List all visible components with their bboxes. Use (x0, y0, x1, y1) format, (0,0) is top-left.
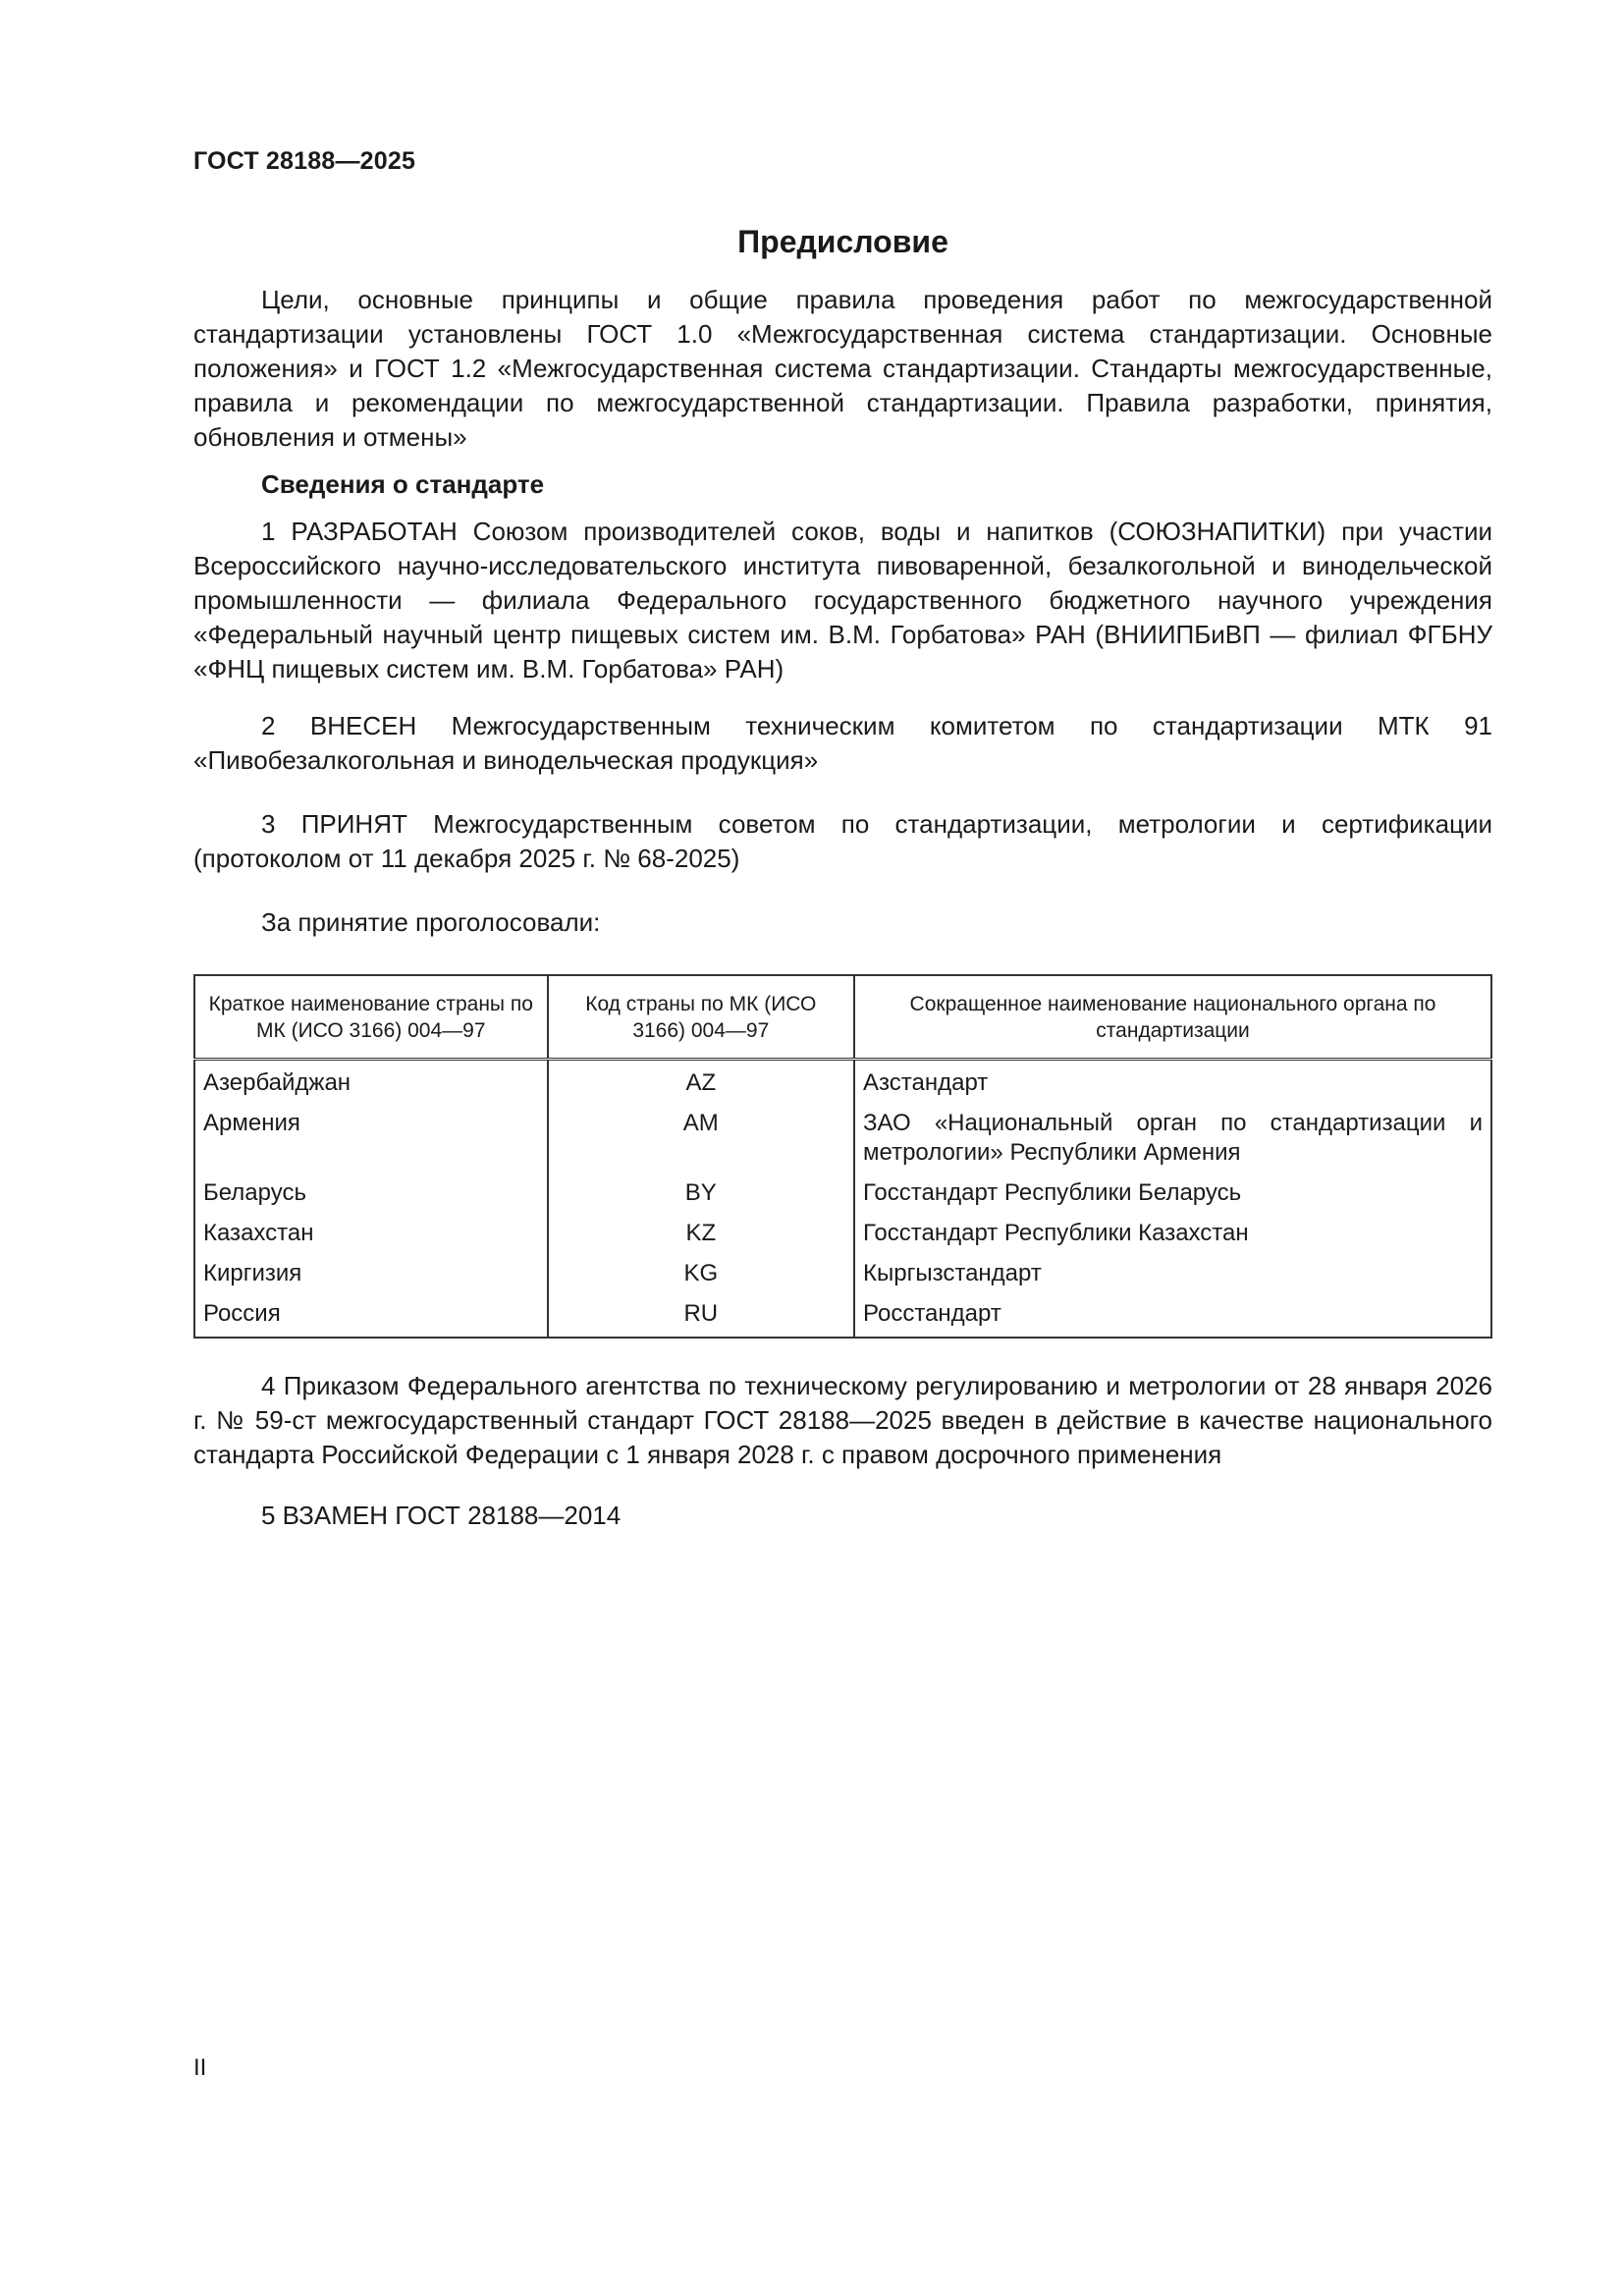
cell-code: BY (548, 1175, 854, 1216)
page-number: II (193, 2054, 207, 2081)
item-replaces: 5 ВЗАМЕН ГОСТ 28188—2014 (261, 1501, 622, 1530)
page-title: Предисловие (737, 224, 948, 259)
cell-country: Россия (194, 1296, 548, 1338)
document-code: ГОСТ 28188—2025 (193, 147, 416, 175)
cell-code: AZ (548, 1060, 854, 1107)
header-org: Сокращенное наименование национального органа по стандартизации (854, 975, 1491, 1060)
cell-country: Беларусь (194, 1175, 548, 1216)
cell-org: ЗАО «Национальный орган по стандартизации и метрологии» Республики Армения (854, 1106, 1491, 1175)
table-row (194, 1216, 1491, 1256)
item-developed: 1 РАЗРАБОТАН Союзом производителей соков, воды и напитков (СОЮЗНАПИТКИ) при участии Всероссийского научно-исследовательского института пивоваренной, безалкогольной и винодельческой промышленности — филиала Федерального государственного бюджетного научного учреждения «Федеральный научный центр пищевых систем им. В.М. Горбатова» РАН (ВНИИПБиВП — филиал ФГБНУ «ФНЦ пищевых систем им. В.М. Горбатова» РАН) (193, 517, 1492, 683)
intro-paragraph: Цели, основные принципы и общие правила проведения работ по межгосударственной стандартизации установлены ГОСТ 1.0 «Межгосударственная система стандартизации. Основные положения» и ГОСТ 1.2 «Межгосударственная система стандартизации. Стандарты межгосударственные, правила и рекомендации по межгосударственной стандартизации. Правила разработки, принятия, обновления и отмены» (193, 285, 1492, 452)
cell-org: Азстандарт (854, 1060, 1491, 1107)
cell-org: Госстандарт Республики Беларусь (854, 1175, 1491, 1216)
item-adopted: 3 ПРИНЯТ Межгосударственным советом по стандартизации, метрологии и сертификации (протоколом от 11 декабря 2025 г. № 68-2025) (193, 809, 1492, 873)
section-heading: Сведения о стандарте (261, 469, 545, 499)
cell-code: AM (548, 1106, 854, 1175)
cell-country: Казахстан (194, 1216, 548, 1256)
voted-label: За принятие проголосовали: (261, 907, 601, 937)
cell-code: RU (548, 1296, 854, 1338)
cell-country: Армения (194, 1106, 548, 1175)
cell-org: Кыргызстандарт (854, 1256, 1491, 1296)
item-order: 4 Приказом Федерального агентства по техническому регулированию и метрологии от 28 января 2026 г. № 59-ст межгосударственный стандарт ГОСТ 28188—2025 введен в действие в качестве национального стандарта Российской Федерации с 1 января 2028 г. с правом досрочного применения (193, 1371, 1492, 1469)
cell-country: Азербайджан (194, 1060, 548, 1107)
header-country: Краткое наименование страны по МК (ИСО 3166) 004—97 (194, 975, 548, 1060)
item-introduced: 2 ВНЕСЕН Межгосударственным техническим комитетом по стандартизации МТК 91 «Пивобезалкогольная и винодельческая продукция» (193, 711, 1492, 775)
header-code: Код страны по МК (ИСО 3166) 004—97 (548, 975, 854, 1060)
table-row (194, 1175, 1491, 1216)
cell-code: KZ (548, 1216, 854, 1256)
cell-code: KG (548, 1256, 854, 1296)
table-row (194, 1296, 1491, 1338)
table-row (194, 1060, 1491, 1107)
table-header-row (194, 975, 1491, 1060)
cell-org: Росстандарт (854, 1296, 1491, 1338)
table-row (194, 1106, 1491, 1175)
cell-country: Киргизия (194, 1256, 548, 1296)
voting-table (193, 974, 1492, 1339)
table-row (194, 1256, 1491, 1296)
cell-org: Госстандарт Республики Казахстан (854, 1216, 1491, 1256)
